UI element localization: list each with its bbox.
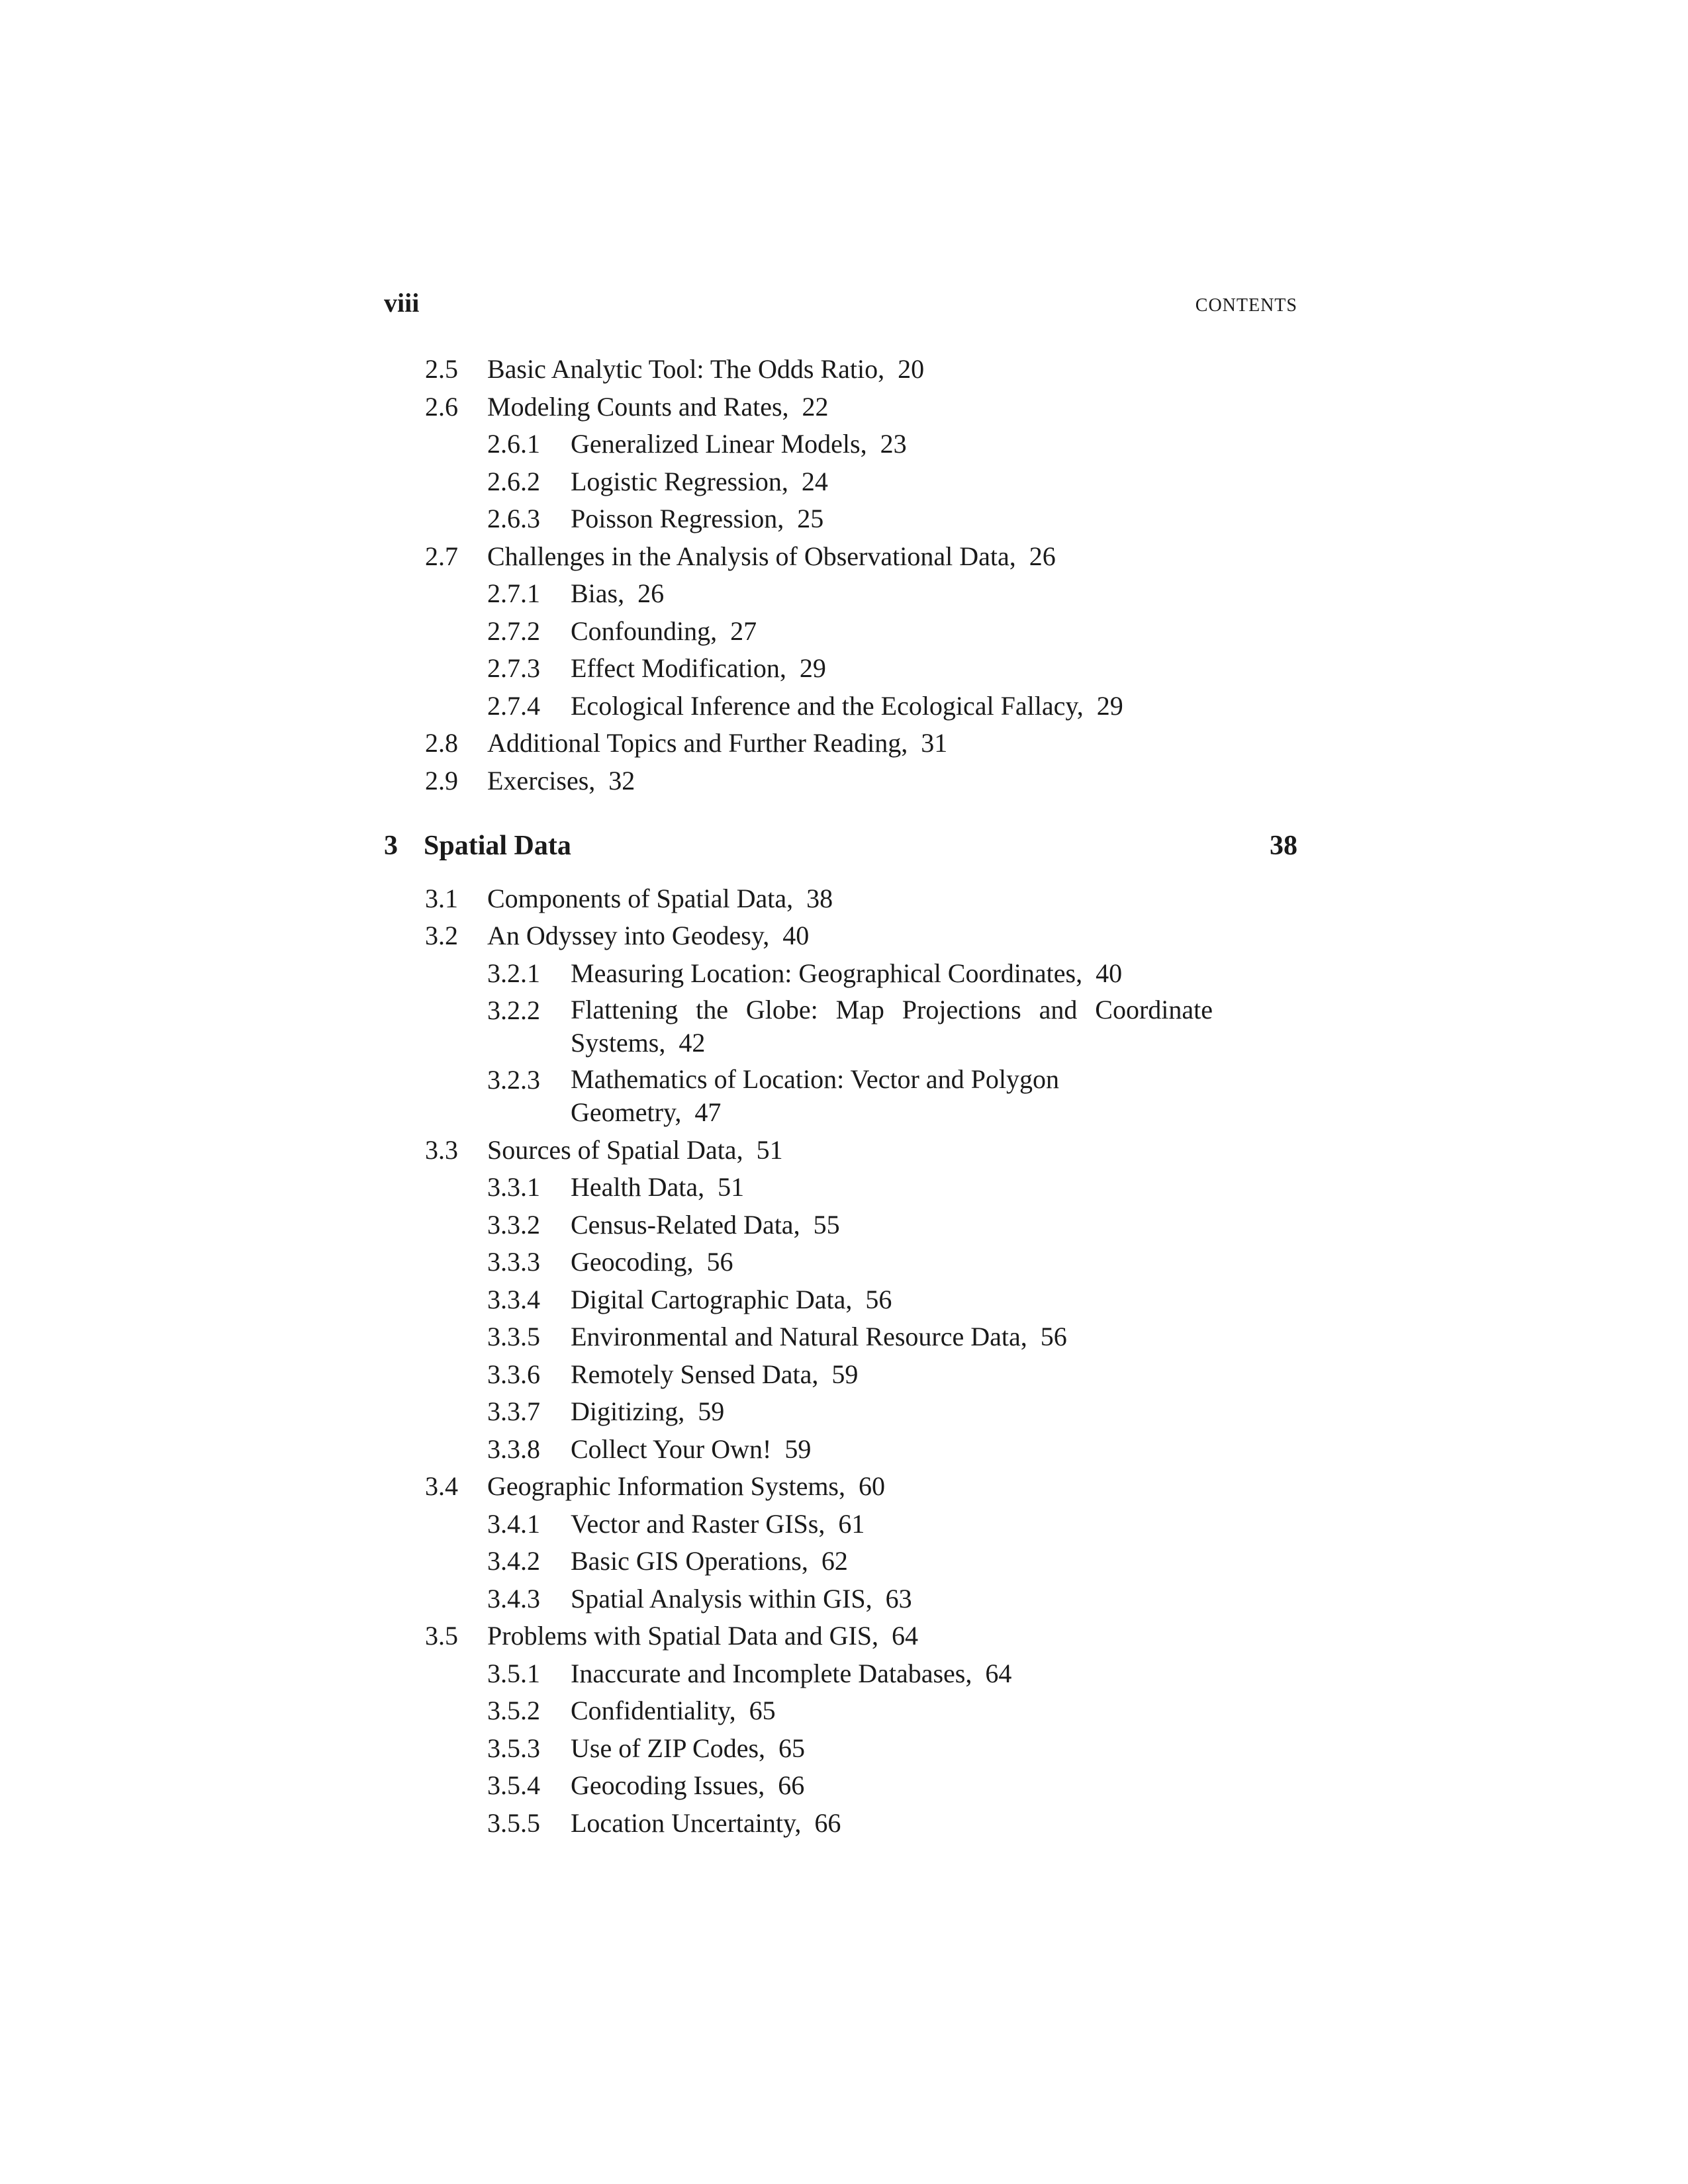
toc-entry-title: Modeling Counts and Rates, 22	[487, 392, 829, 422]
toc-entry-title: An Odyssey into Geodesy, 40	[487, 921, 810, 950]
chapter-page-number: 38	[1270, 831, 1297, 861]
page-folio: viii	[384, 288, 420, 318]
toc-entry-number: 3.1	[425, 884, 458, 913]
toc-entry-title: Components of Spatial Data, 38	[487, 884, 833, 913]
toc-entry-title: Bias, 26	[571, 578, 665, 608]
toc-entry-number: 2.7.1	[487, 578, 540, 608]
toc-entry-title: Measuring Location: Geographical Coordinates, 40	[571, 958, 1123, 988]
toc-entry-number: 2.9	[425, 766, 458, 796]
toc-entry-number: 3.3.5	[487, 1322, 540, 1351]
toc-entry-number: 3.3.2	[487, 1210, 540, 1240]
toc-entry-title: Ecological Inference and the Ecological Fallacy, 29	[571, 691, 1123, 721]
toc-entry-number: 2.6	[425, 392, 458, 422]
toc-entry-title: Logistic Regression, 24	[571, 467, 828, 496]
toc-entry-number: 3.3.6	[487, 1359, 540, 1389]
toc-entry-title: Spatial Analysis within GIS, 63	[571, 1584, 912, 1614]
toc-entry-title: Poisson Regression, 25	[571, 504, 824, 533]
toc-entry-number: 3.5.5	[487, 1808, 540, 1838]
toc-entry-title: Digitizing, 59	[571, 1396, 725, 1426]
toc-entry-title: Challenges in the Analysis of Observational Data, 26	[487, 541, 1056, 571]
toc-entry-number: 3.2.2	[487, 995, 540, 1025]
toc-entry-title: Exercises, 32	[487, 766, 635, 796]
toc-entry-title: Generalized Linear Models, 23	[571, 429, 907, 459]
toc-entry-number: 3.3.7	[487, 1396, 540, 1426]
toc-entry-title: Additional Topics and Further Reading, 31	[487, 728, 948, 758]
chapter-number: 3	[384, 831, 398, 861]
toc-entry-number: 3.3	[425, 1135, 458, 1165]
toc-entry-number: 3.3.3	[487, 1247, 540, 1277]
toc-entry-number: 2.5	[425, 354, 458, 384]
toc-entry-title: Census-Related Data, 55	[571, 1210, 840, 1240]
toc-entry-number: 3.3.8	[487, 1434, 540, 1464]
toc-entry-number: 3.5.2	[487, 1696, 540, 1725]
toc-entry-title: Confounding, 27	[571, 616, 757, 646]
toc-entry-number: 3.2	[425, 921, 458, 950]
toc-entry-number: 2.6.1	[487, 429, 540, 459]
toc-entry-title: Effect Modification, 29	[571, 653, 826, 683]
toc-entry-number: 2.7.3	[487, 653, 540, 683]
toc-entry-number: 3.2.1	[487, 958, 540, 988]
toc-entry-title: Flattening the Globe: Map Projections and Coordinate Systems, 42	[571, 995, 1213, 1058]
toc-entry-title: Location Uncertainty, 66	[571, 1808, 841, 1838]
toc-entry-title: Problems with Spatial Data and GIS, 64	[487, 1621, 919, 1651]
toc-entry-title: Vector and Raster GISs, 61	[571, 1509, 865, 1539]
running-title: CONTENTS	[1195, 295, 1297, 316]
toc-entry-title: Basic GIS Operations, 62	[571, 1546, 848, 1576]
toc-entry-number: 3.3.1	[487, 1172, 540, 1202]
toc-entry-title: Geocoding, 56	[571, 1247, 733, 1277]
toc-entry-number: 2.6.3	[487, 504, 540, 533]
toc-entry-number: 3.5.4	[487, 1770, 540, 1800]
toc-entry-number: 3.4	[425, 1471, 458, 1501]
toc-entry-number: 3.4.2	[487, 1546, 540, 1576]
toc-entry-number: 3.4.1	[487, 1509, 540, 1539]
running-head	[384, 287, 1297, 327]
toc-entry-title: Confidentiality, 65	[571, 1696, 776, 1725]
toc-entry-title: Digital Cartographic Data, 56	[571, 1285, 892, 1314]
toc-entry-title: Inaccurate and Incomplete Databases, 64	[571, 1659, 1012, 1688]
toc-entry-title: Health Data, 51	[571, 1172, 745, 1202]
toc-entry-number: 2.8	[425, 728, 458, 758]
toc-entry-number: 3.5.1	[487, 1659, 540, 1688]
toc-entry-number: 3.4.3	[487, 1584, 540, 1614]
toc-entry-number: 2.6.2	[487, 467, 540, 496]
toc-entry-number: 2.7.4	[487, 691, 540, 721]
toc-entry-number: 2.7.2	[487, 616, 540, 646]
toc-entry-number: 3.5.3	[487, 1733, 540, 1763]
toc-entry-number: 3.5	[425, 1621, 458, 1651]
toc-entry-title: Collect Your Own! 59	[571, 1434, 812, 1464]
toc-entry-title: Remotely Sensed Data, 59	[571, 1359, 859, 1389]
toc-entry-title: Use of ZIP Codes, 65	[571, 1733, 806, 1763]
toc-entry-number: 2.7	[425, 541, 458, 571]
toc-entry-title: Environmental and Natural Resource Data, 56	[571, 1322, 1067, 1351]
toc-entry-title: Sources of Spatial Data, 51	[487, 1135, 783, 1165]
toc-entry-title: Geographic Information Systems, 60	[487, 1471, 885, 1501]
toc-entry-title: Geocoding Issues, 66	[571, 1770, 805, 1800]
toc-entry-title: Mathematics of Location: Vector and Polygon Geometry, 47	[571, 1064, 1059, 1127]
toc-entry-number: 3.2.3	[487, 1065, 540, 1095]
chapter-title: Spatial Data	[424, 831, 571, 861]
toc-entry-number: 3.3.4	[487, 1285, 540, 1314]
toc-entry-title: Basic Analytic Tool: The Odds Ratio, 20	[487, 354, 925, 384]
